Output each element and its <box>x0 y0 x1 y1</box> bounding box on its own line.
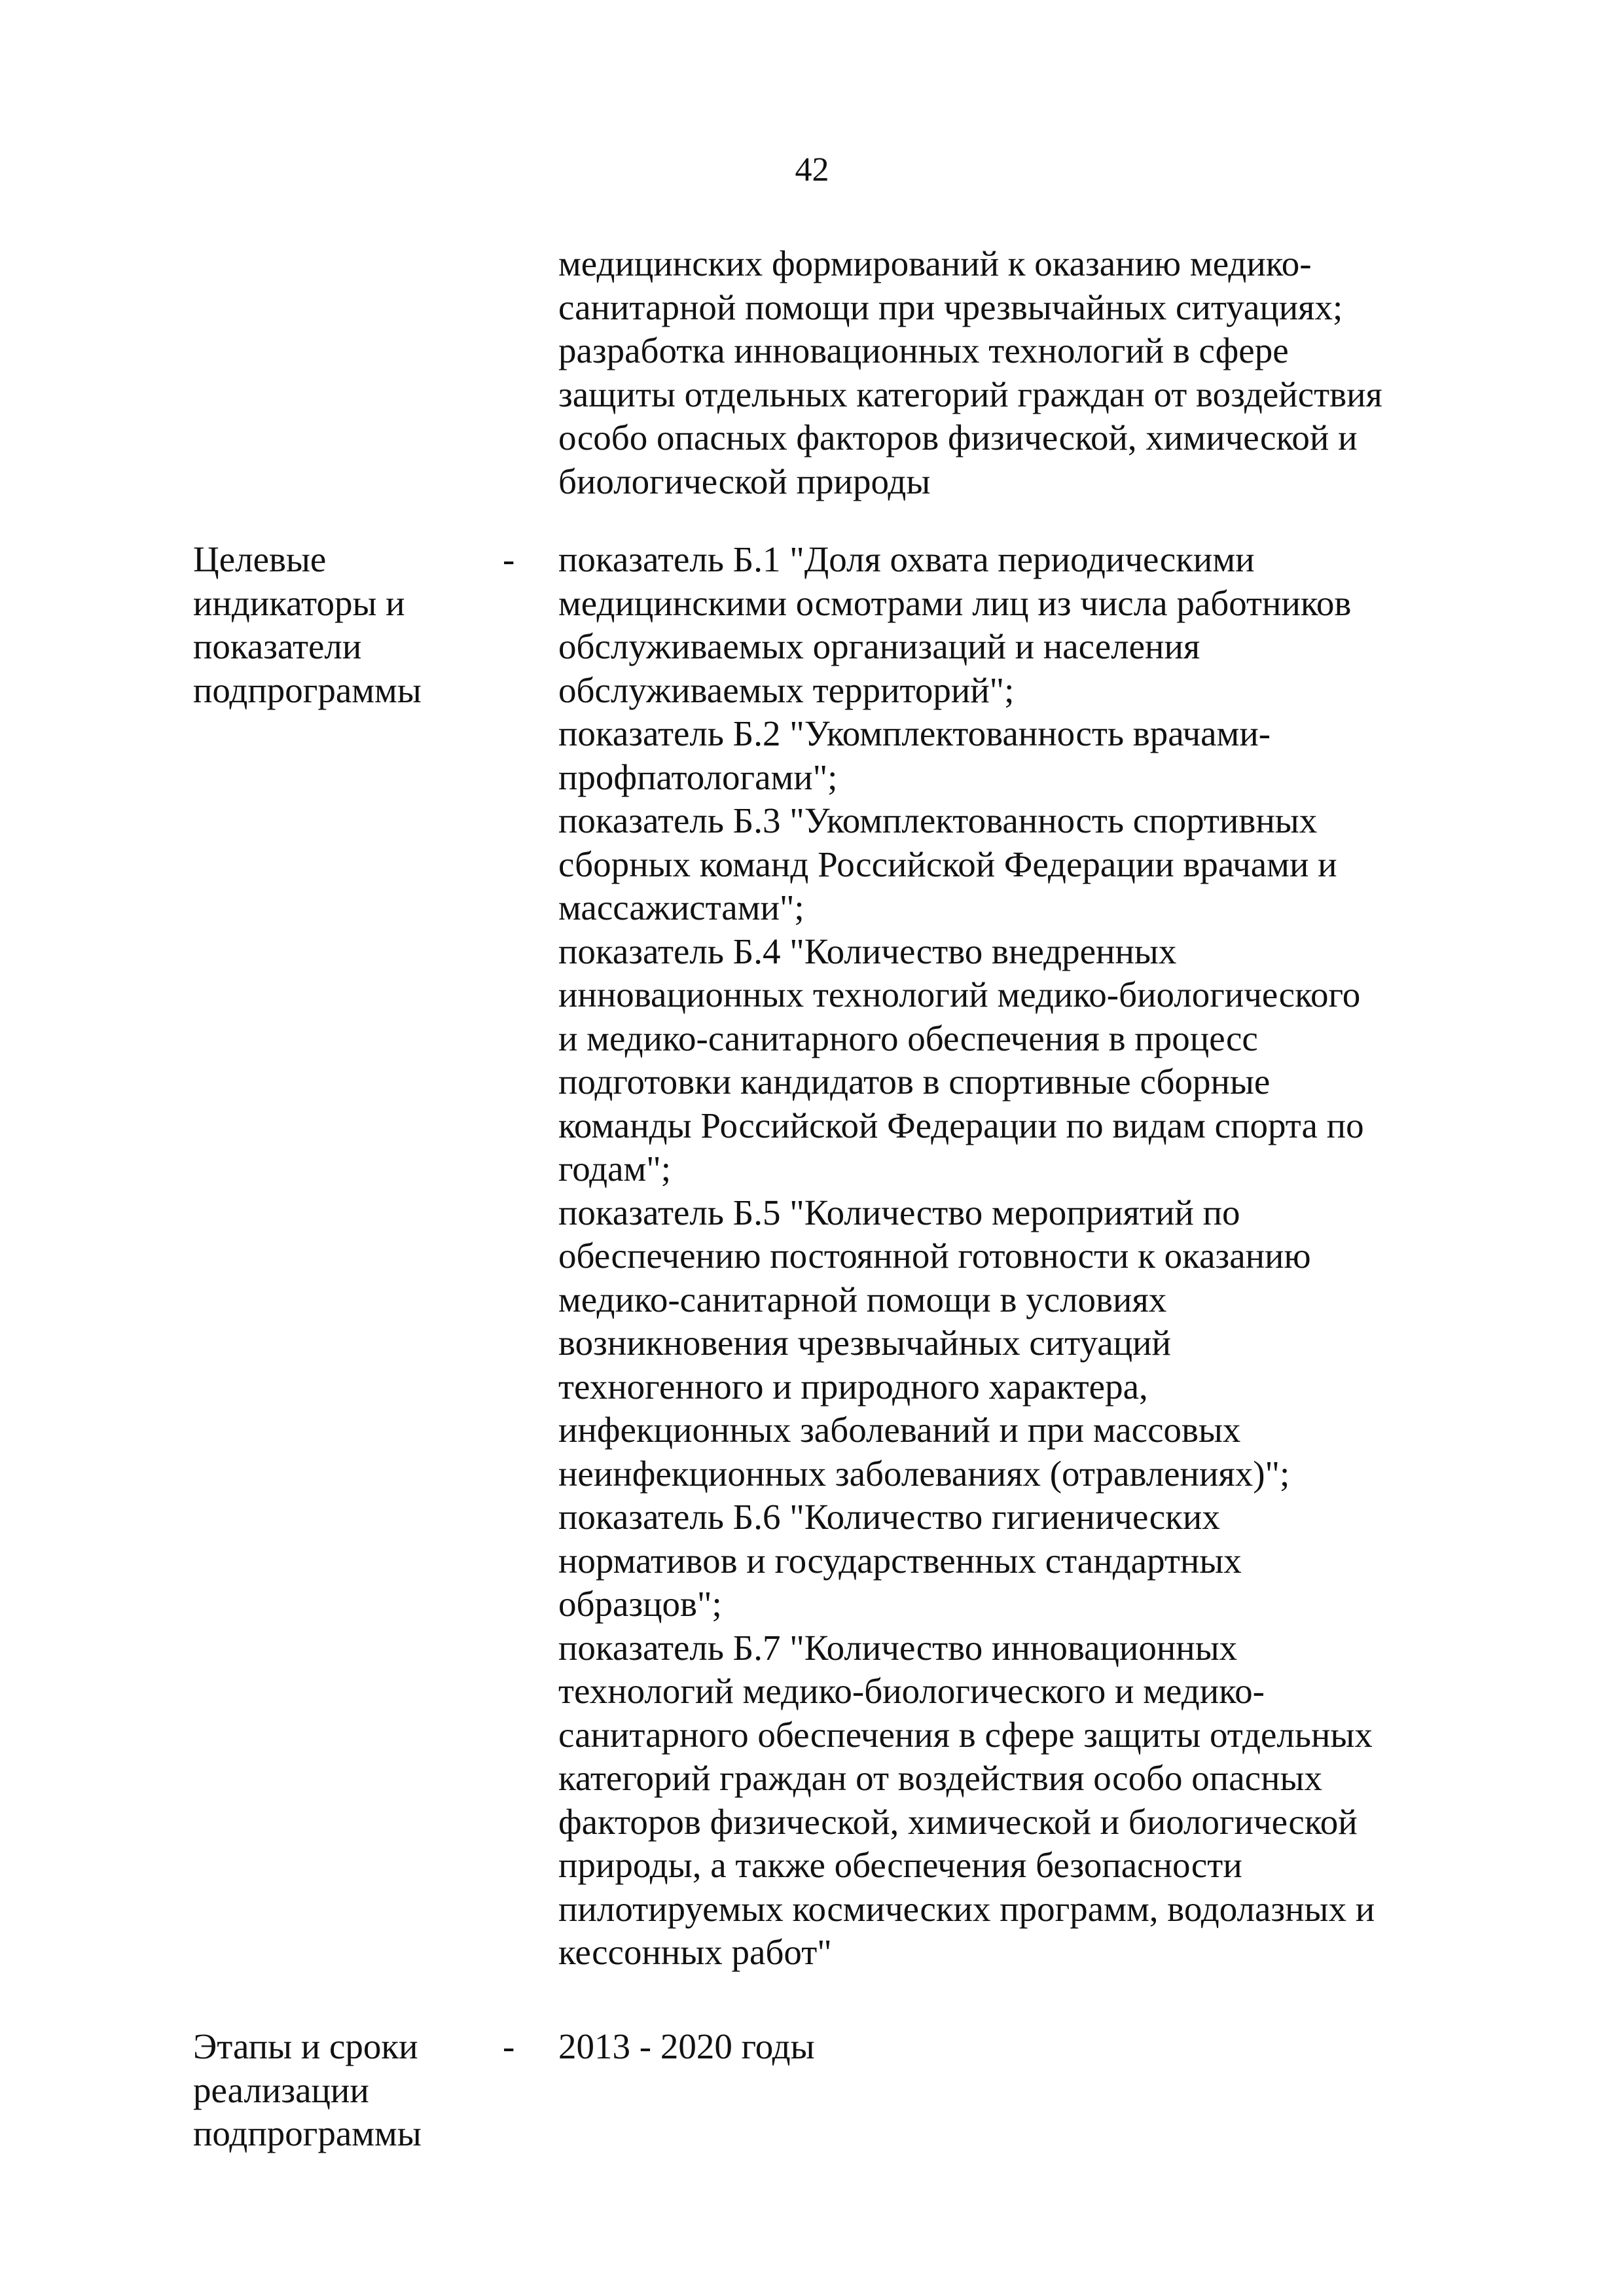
continuation-line: разработка инновационных технологий в сфере <box>558 331 1289 370</box>
value-line: инфекционных заболеваний и при массовых <box>558 1410 1241 1450</box>
label-line: реализации <box>193 2070 369 2110</box>
value-line: неинфекционных заболеваниях (отравлениях)"; <box>558 1453 1290 1494</box>
value-line: подготовки кандидатов в спортивные сборные <box>558 1062 1271 1102</box>
continuation-line: защиты отдельных категорий граждан от воздействия <box>558 374 1382 414</box>
value-line: профпатологами"; <box>558 757 838 797</box>
stages-label <box>193 2025 422 2156</box>
indicators-label <box>193 538 422 712</box>
continuation-line: особо опасных факторов физической, химической и <box>558 418 1358 457</box>
value-line: сборных команд Российской Федерации врачами и <box>558 844 1337 884</box>
continuation-text <box>558 242 1382 503</box>
value-line: технологий медико-биологического и медико- <box>558 1671 1265 1711</box>
value-line: медицинскими осмотрами лиц из числа работников <box>558 583 1352 623</box>
value-line: техногенного и природного характера, <box>558 1366 1148 1407</box>
value-line: медико-санитарной помощи в условиях <box>558 1279 1167 1319</box>
value-line: инновационных технологий медико-биологического <box>558 975 1361 1014</box>
label-line: Этапы и сроки <box>193 2026 418 2066</box>
value-line: факторов физической, химической и биологической <box>558 1801 1358 1842</box>
value-line: пилотируемых космических программ, водолазных и <box>558 1888 1375 1929</box>
value-line: показатель Б.3 "Укомплектованность спортивных <box>558 800 1318 840</box>
label-line: индикаторы и <box>193 583 405 623</box>
label-line: показатели <box>193 626 362 666</box>
label-line: подпрограммы <box>193 2113 422 2153</box>
value-line: обслуживаемых территорий"; <box>558 670 1015 710</box>
value-line: возникновения чрезвычайных ситуаций <box>558 1323 1171 1363</box>
continuation-line: биологической природы <box>558 461 931 501</box>
continuation-line: санитарной помощи при чрезвычайных ситуациях; <box>558 287 1343 327</box>
value-line: показатель Б.2 "Укомплектованность врачами- <box>558 713 1271 753</box>
indicators-value <box>558 538 1375 1975</box>
page-number: 42 <box>795 151 829 188</box>
value-line: годам"; <box>558 1149 672 1189</box>
indicators-dash: - <box>503 539 515 579</box>
value-line: природы, а также обеспечения безопасности <box>558 1845 1242 1885</box>
value-line: кессонных работ" <box>558 1932 832 1972</box>
value-line: команды Российской Федерации по видам спорта по <box>558 1105 1364 1145</box>
continuation-line: медицинских формирований к оказанию медико- <box>558 243 1312 283</box>
value-line: образцов"; <box>558 1584 722 1624</box>
value-line: массажистами"; <box>558 888 804 927</box>
value-line: санитарного обеспечения в сфере защиты отдельных <box>558 1714 1373 1755</box>
value-line: показатель Б.4 "Количество внедренных <box>558 931 1177 971</box>
value-line: обслуживаемых организаций и населения <box>558 626 1200 666</box>
label-line: подпрограммы <box>193 670 422 710</box>
value-line: обеспечению постоянной готовности к оказанию <box>558 1236 1311 1276</box>
value-line: показатель Б.5 "Количество мероприятий по <box>558 1192 1240 1232</box>
value-line: показатель Б.6 "Количество гигиенических <box>558 1497 1220 1537</box>
label-line: Целевые <box>193 539 327 579</box>
value-line: нормативов и государственных стандартных <box>558 1540 1242 1581</box>
value-line: категорий граждан от воздействия особо опасных <box>558 1758 1322 1798</box>
value-line: показатель Б.7 "Количество инновационных <box>558 1627 1238 1668</box>
stages-value: 2013 - 2020 годы <box>558 2026 815 2066</box>
value-line: показатель Б.1 "Доля охвата периодическими <box>558 539 1255 579</box>
value-line: и медико-санитарного обеспечения в процесс <box>558 1018 1258 1058</box>
stages-dash: - <box>503 2026 515 2066</box>
